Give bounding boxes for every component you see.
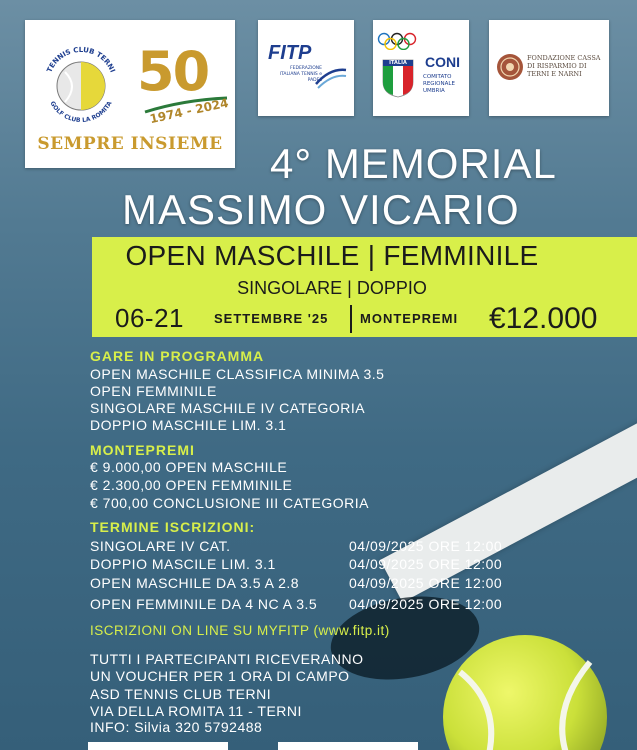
info-line: UN VOUCHER PER 1 ORA DI CAMPO (90, 668, 350, 684)
fondazione-name: FONDAZIONE CASSA DI RISPARMIO DI TERNI E NARNI (527, 54, 601, 78)
programma-item: DOPPIO MASCHILE LIM. 3.1 (90, 417, 287, 433)
fitp-logo (258, 20, 354, 116)
open-categories: OPEN MASCHILE | FEMMINILE (125, 240, 539, 271)
prize-label: MONTEPREMI (360, 311, 459, 326)
fondazione-seal-icon (495, 52, 525, 82)
info-line: INFO: Silvia 320 5792488 (90, 719, 263, 735)
coni-wordmark: CONI (425, 54, 460, 70)
anniversary-number: 50 (137, 40, 209, 103)
club-name-bottom: GOLF CLUB LA ROMITA (48, 100, 114, 125)
coni-subtitle: COMITATO REGIONALE UMBRIA (423, 74, 455, 94)
programma-item: SINGOLARE MASCHILE IV CATEGORIA (90, 400, 366, 416)
iscrizione-event: SINGOLARE IV CAT. (90, 538, 231, 554)
fitp-swoosh-icon (314, 64, 348, 90)
event-month: SETTEMBRE '25 (214, 311, 329, 326)
event-title-line-1: 4° MEMORIAL (270, 140, 557, 187)
bottom-sponsor-strip (88, 742, 418, 750)
coni-logo (373, 20, 469, 116)
iscrizione-event: OPEN MASCHILE DA 3.5 A 2.8 (90, 575, 300, 591)
info-line: TUTTI I PARTECIPANTI RICEVERANNO (90, 651, 364, 667)
montepremi-item: € 9.000,00 OPEN MASCHILE (90, 459, 288, 475)
iscrizione-deadline: 04/09/2025 ORE 12:00 (349, 596, 503, 612)
programma-item: OPEN MASCHILE CLASSIFICA MINIMA 3.5 (90, 366, 385, 382)
olympic-rings-icon (377, 32, 419, 50)
tennis-club-terni-logo (25, 20, 235, 168)
sponsor-placeholder (278, 742, 418, 750)
prize-value: €12.000 (489, 302, 598, 335)
club-tagline: SEMPRE INSIEME (37, 134, 223, 154)
montepremi-item: € 700,00 CONCLUSIONE III CATEGORIA (90, 495, 369, 511)
online-registration: ISCRIZIONI ON LINE SU MYFITP (www.fitp.it) (90, 623, 390, 638)
anniversary-years: 1974 - 2024 (148, 95, 230, 127)
montepremi-item: € 2.300,00 OPEN FEMMINILE (90, 477, 293, 493)
fitp-subtitle: FEDERAZIONE ITALIANA TENNIS e PADEL (279, 66, 322, 83)
event-dates: 06-21 (115, 303, 184, 333)
programma-heading: GARE IN PROGRAMMA (90, 348, 265, 364)
iscrizione-deadline: 04/09/2025 ORE 12:00 (349, 575, 503, 591)
iscrizione-deadline: 04/09/2025 ORE 12:00 (349, 556, 503, 572)
iscrizione-deadline: 04/09/2025 ORE 12:00 (349, 538, 503, 554)
tennis-ball-icon (440, 632, 610, 750)
info-line: VIA DELLA ROMITA 11 - TERNI (90, 703, 302, 719)
match-types: SINGOLARE | DOPPIO (237, 278, 427, 298)
programma-item: OPEN FEMMINILE (90, 383, 217, 399)
montepremi-heading: MONTEPREMI (90, 442, 195, 458)
italia-badge-text: ITALIA (389, 60, 407, 66)
info-line: ASD TENNIS CLUB TERNI (90, 686, 272, 702)
banner-divider (350, 305, 352, 333)
club-ball-emblem (39, 42, 123, 126)
fitp-wordmark: FITP (268, 42, 312, 64)
fondazione-carit-logo (489, 20, 609, 116)
club-name-top: TENNIS CLUB TERNI (45, 45, 117, 74)
iscrizione-event: OPEN FEMMINILE DA 4 NC A 3.5 (90, 596, 318, 612)
sponsor-placeholder (88, 742, 228, 750)
iscrizione-event: DOPPIO MASCILE LIM. 3.1 (90, 556, 276, 572)
iscrizioni-heading: TERMINE ISCRIZIONI: (90, 519, 256, 535)
event-title-line-2: MASSIMO VICARIO (122, 186, 520, 233)
